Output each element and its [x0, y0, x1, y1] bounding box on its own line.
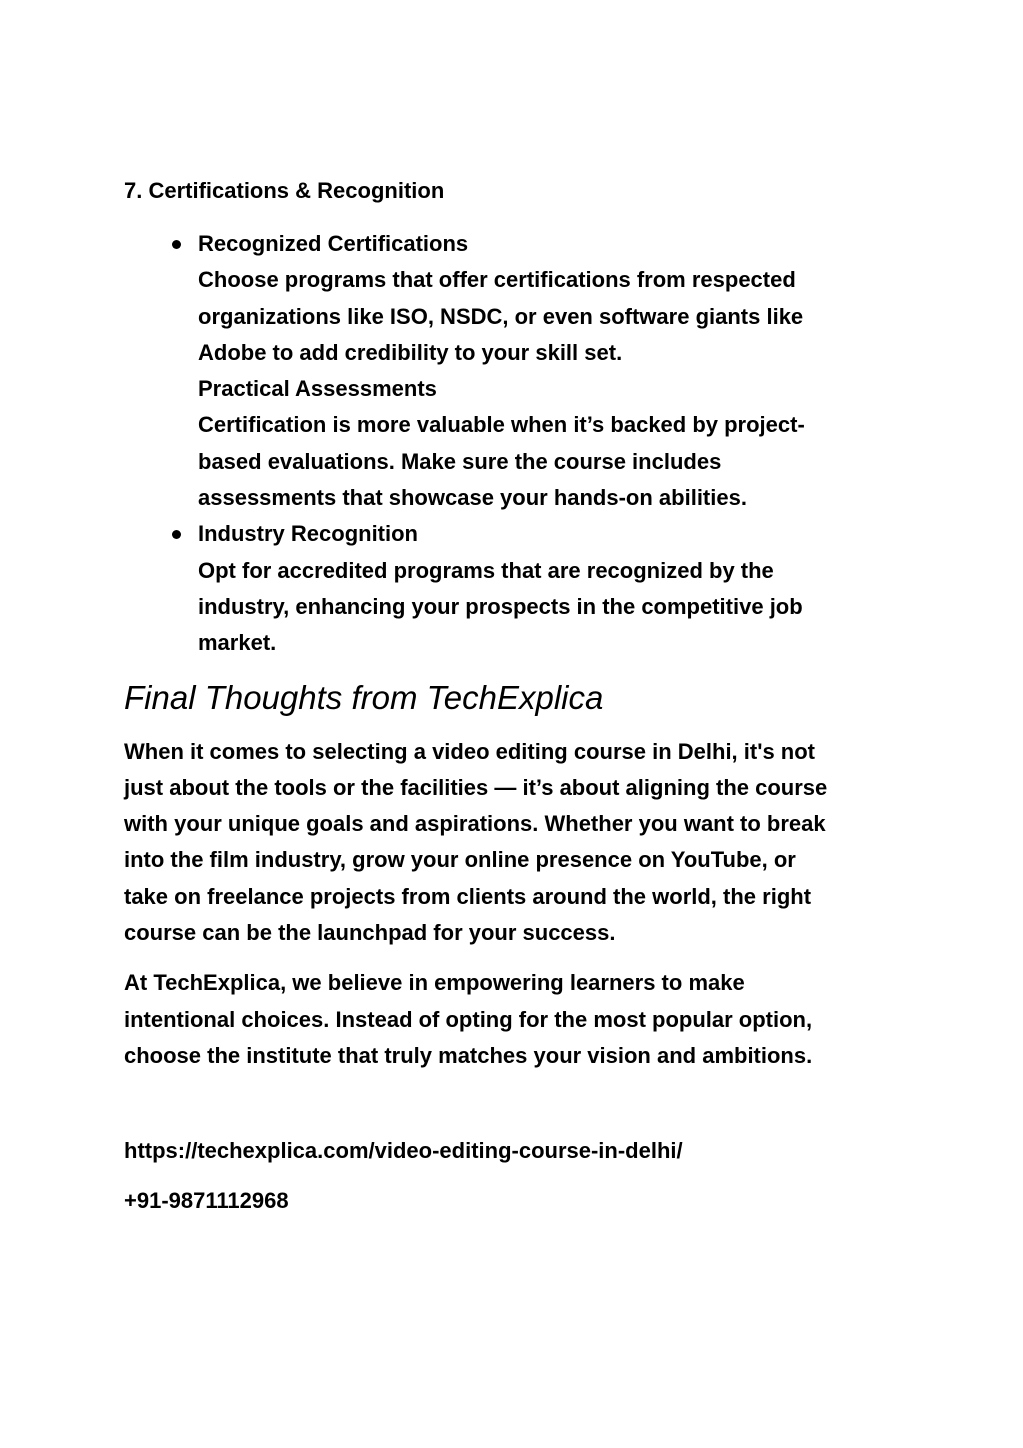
list-item-line: Certification is more valuable when it’s backed by project- — [198, 412, 805, 438]
paragraph-line: When it comes to selecting a video editing course in Delhi, it's not — [124, 738, 816, 764]
phone-number: +91-9871112968 — [124, 1188, 289, 1214]
list-item — [124, 516, 904, 661]
list-item-line: Practical Assessments — [198, 376, 437, 402]
paragraph-line: course can be the launchpad for your success. — [124, 920, 616, 946]
paragraph-line: into the film industry, grow your online presence on YouTube, or — [124, 847, 796, 873]
paragraph-line: At TechExplica, we believe in empowering learners to make — [124, 970, 745, 996]
course-url — [124, 1136, 904, 1166]
paragraph-line: take on freelance projects from clients around the world, the right — [124, 883, 812, 909]
list-item — [124, 226, 904, 516]
paragraph-line: with your unique goals and aspirations. Whether you want to break — [124, 811, 826, 837]
list-item-line: Industry Recognition — [198, 521, 418, 547]
list-item-line: Choose programs that offer certifications from respected — [198, 267, 796, 293]
document-page — [124, 176, 904, 1216]
list-item-line: industry, enhancing your prospects in the competitive job — [198, 593, 803, 619]
list-item-line: assessments that showcase your hands-on abilities. — [198, 485, 747, 511]
final-paragraph-1 — [124, 734, 904, 952]
bullet-icon — [172, 240, 181, 249]
course-url-link[interactable]: https://techexplica.com/video-editing-course-in-delhi/ — [124, 1138, 683, 1164]
section-heading: 7. Certifications & Recognition — [124, 178, 445, 203]
final-paragraph-2 — [124, 965, 904, 1074]
certification-list — [124, 226, 904, 662]
bullet-icon — [172, 530, 181, 539]
list-item-line: Adobe to add credibility to your skill set. — [198, 339, 623, 365]
paragraph-line: intentional choices. Instead of opting for the most popular option, — [124, 1006, 813, 1032]
final-thoughts-heading: Final Thoughts from TechExplica — [124, 678, 604, 716]
list-item-line: based evaluations. Make sure the course includes — [198, 448, 722, 474]
list-item-line: organizations like ISO, NSDC, or even software giants like — [198, 303, 804, 329]
list-item-line: market. — [198, 630, 277, 656]
paragraph-line: choose the institute that truly matches your vision and ambitions. — [124, 1042, 813, 1068]
paragraph-line: just about the tools or the facilities — it’s about aligning the course — [124, 774, 828, 800]
list-item-line: Recognized Certifications — [198, 231, 469, 256]
list-item-line: Opt for accredited programs that are recognized by the — [198, 557, 774, 583]
